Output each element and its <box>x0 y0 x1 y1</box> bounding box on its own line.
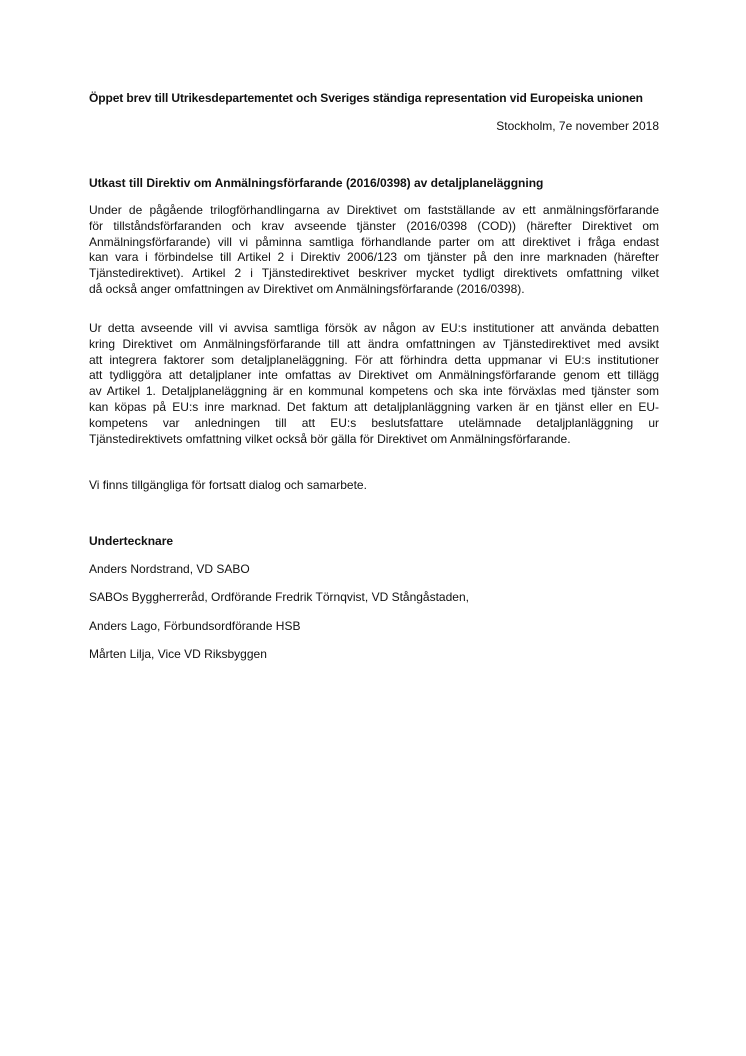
paragraph-3: Vi finns tillgängliga för fortsatt dialog och samarbete. <box>89 478 367 492</box>
paragraph-1 <box>89 203 659 298</box>
letter-title: Öppet brev till Utrikesdepartementet och Sveriges ständiga representation vid Europeiska unionen <box>89 91 643 105</box>
paragraph-line: kan vara i förbindelse till Artikel 2 i Direktiv 2006/123 om tjänster på den inre marknaden (härefter <box>89 250 659 265</box>
letter-subject: Utkast till Direktiv om Anmälningsförfarande (2016/0398) av detaljplaneläggning <box>89 176 544 190</box>
paragraph-line: av Artikel 1. Detaljplaneläggning är en kommunal kompetens och ska inte förväxlas med tjänster som <box>89 384 659 399</box>
paragraph-line: att integrera faktorer som detaljplaneläggning. För att förhindra detta uppmanar vi EU:s institutioner <box>89 352 659 367</box>
paragraph-line: för tillståndsförfaranden och krav avseende tjänster (2016/0398 (COD)) (härefter Direktivet om <box>89 218 659 233</box>
paragraph-line: att tydliggöra att detaljplaner inte omfattas av Direktivet om Anmälningsförfarande genom ett tillägg <box>89 368 659 383</box>
paragraph-2 <box>89 321 659 447</box>
paragraph-line: Tjänstedirektivet). Artikel 2 i Tjänstedirektivet beskriver mycket tydligt direktivets omfattning vilket <box>89 266 659 281</box>
paragraph-line: kring Direktivet om Anmälningsförfarande till att ändra omfattningen av Tjänstedirektivet med avsikt <box>89 336 659 351</box>
paragraph-line: Under de pågående trilogförhandlingarna av Direktivet om fastställande av ett anmälningsförfarande <box>89 203 659 217</box>
signatory: Anders Nordstrand, VD SABO <box>89 562 250 576</box>
paragraph-line: kompetens var anledningen till att EU:s beslutsfattare utelämnade detaljplanläggning ur <box>89 415 659 430</box>
paragraph-line: Ur detta avseende vill vi avvisa samtliga försök av någon av EU:s institutioner att använda debatten <box>89 321 659 335</box>
paragraph-line: Anmälningsförfarande) vill vi påminna samtliga förhandlande parter om att direktivet i fråga endast <box>89 234 659 249</box>
signatory: Mårten Lilja, Vice VD Riksbyggen <box>89 647 267 661</box>
signatory: SABOs Byggherreråd, Ordförande Fredrik Törnqvist, VD Stångåstaden, <box>89 590 469 604</box>
paragraph-line: kan köpas på EU:s inre marknad. Det faktum att detaljplanläggning varken är en tjänst eller en EU- <box>89 399 659 414</box>
signatory: Anders Lago, Förbundsordförande HSB <box>89 619 301 633</box>
paragraph-line: Tjänstedirektivets omfattning vilket också bör gälla för Direktivet om Anmälningsförfarande. <box>89 431 571 446</box>
place-and-date: Stockholm, 7e november 2018 <box>496 119 659 133</box>
paragraph-line: då också anger omfattningen av Direktivet om Anmälningsförfarande (2016/0398). <box>89 281 525 296</box>
signatories-heading: Undertecknare <box>89 534 174 548</box>
